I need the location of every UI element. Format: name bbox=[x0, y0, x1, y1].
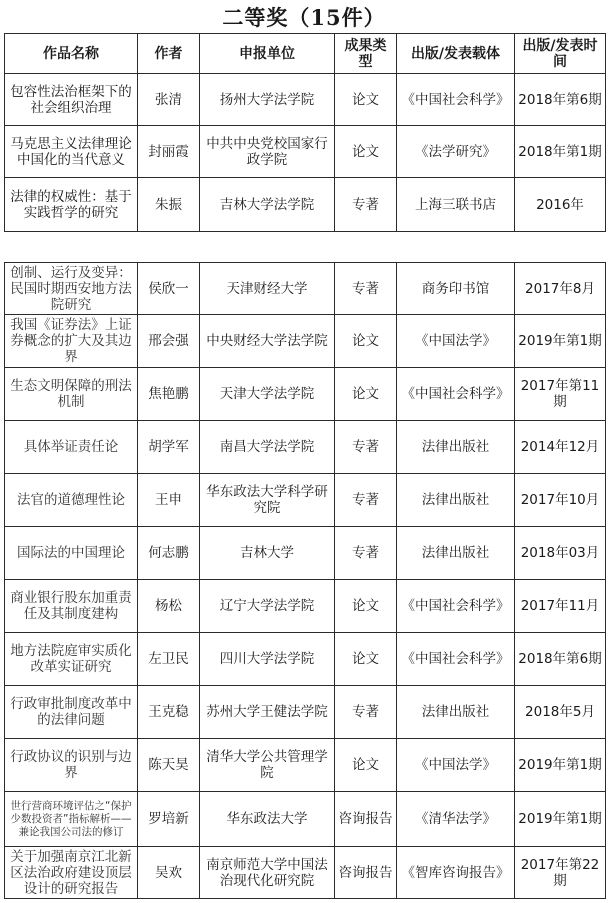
time-cell: 2016年 bbox=[515, 178, 606, 232]
work-title-cell: 世行营商环境评估之“保护少数投资者”指标解析——兼论我国公司法的修订 bbox=[5, 792, 138, 847]
type-cell: 专著 bbox=[335, 527, 397, 580]
table-row bbox=[5, 792, 606, 847]
time-cell: 2018年03月 bbox=[515, 527, 606, 580]
venue-cell: 《中国社会科学》 bbox=[397, 368, 515, 421]
author-cell: 侯欣一 bbox=[138, 263, 200, 315]
awards-table-top bbox=[4, 33, 606, 232]
type-cell: 论文 bbox=[335, 74, 397, 126]
table-row bbox=[5, 739, 606, 792]
table-row bbox=[5, 474, 606, 527]
time-cell: 2017年第11期 bbox=[515, 368, 606, 421]
unit-cell: 吉林大学 bbox=[200, 527, 335, 580]
time-cell: 2018年第6期 bbox=[515, 633, 606, 686]
author-cell: 罗培新 bbox=[138, 792, 200, 847]
col-header-name: 作品名称 bbox=[5, 34, 138, 74]
page-title: 二等奖（15件） bbox=[222, 5, 386, 30]
unit-cell: 清华大学公共管理学院 bbox=[200, 739, 335, 792]
venue-cell: 商务印书馆 bbox=[397, 263, 515, 315]
unit-cell: 中央财经大学法学院 bbox=[200, 315, 335, 368]
time-cell: 2017年11月 bbox=[515, 580, 606, 633]
work-title-cell: 法律的权威性：基于实践哲学的研究 bbox=[5, 178, 138, 232]
time-cell: 2019年第1期 bbox=[515, 792, 606, 847]
author-cell: 张清 bbox=[138, 74, 200, 126]
unit-cell: 扬州大学法学院 bbox=[200, 74, 335, 126]
type-cell: 论文 bbox=[335, 126, 397, 178]
venue-cell: 《智库咨询报告》 bbox=[397, 847, 515, 899]
work-title-cell: 马克思主义法律理论中国化的当代意义 bbox=[5, 126, 138, 178]
work-title-cell: 地方法院庭审实质化改革实证研究 bbox=[5, 633, 138, 686]
author-cell: 何志鹏 bbox=[138, 527, 200, 580]
type-cell: 专著 bbox=[335, 474, 397, 527]
author-cell: 陈天昊 bbox=[138, 739, 200, 792]
type-cell: 论文 bbox=[335, 580, 397, 633]
work-title-cell: 商业银行股东加重责任及其制度建构 bbox=[5, 580, 138, 633]
unit-cell: 天津大学法学院 bbox=[200, 368, 335, 421]
author-cell: 封丽霞 bbox=[138, 126, 200, 178]
unit-cell: 四川大学法学院 bbox=[200, 633, 335, 686]
venue-cell: 法律出版社 bbox=[397, 474, 515, 527]
venue-cell: 上海三联书店 bbox=[397, 178, 515, 232]
col-header-time: 出版/发表时间 bbox=[515, 34, 606, 74]
type-cell: 专著 bbox=[335, 421, 397, 474]
col-header-unit: 申报单位 bbox=[200, 34, 335, 74]
author-cell: 吴欢 bbox=[138, 847, 200, 899]
work-title-cell: 行政协议的识别与边界 bbox=[5, 739, 138, 792]
col-header-venue: 出版/发表载体 bbox=[397, 34, 515, 74]
time-cell: 2017年8月 bbox=[515, 263, 606, 315]
work-title-cell: 关于加强南京江北新区法治政府建设顶层设计的研究报告 bbox=[5, 847, 138, 899]
type-cell: 咨询报告 bbox=[335, 847, 397, 899]
type-cell: 论文 bbox=[335, 739, 397, 792]
venue-cell: 《清华法学》 bbox=[397, 792, 515, 847]
venue-cell: 法律出版社 bbox=[397, 421, 515, 474]
author-cell: 胡学军 bbox=[138, 421, 200, 474]
author-cell: 朱振 bbox=[138, 178, 200, 232]
type-cell: 专著 bbox=[335, 686, 397, 739]
unit-cell: 辽宁大学法学院 bbox=[200, 580, 335, 633]
time-cell: 2019年第1期 bbox=[515, 315, 606, 368]
work-title-cell: 创制、运行及变异：民国时期西安地方法院研究 bbox=[5, 263, 138, 315]
type-cell: 咨询报告 bbox=[335, 792, 397, 847]
type-cell: 论文 bbox=[335, 368, 397, 421]
venue-cell: 法律出版社 bbox=[397, 527, 515, 580]
type-cell: 论文 bbox=[335, 633, 397, 686]
table-row bbox=[5, 368, 606, 421]
author-cell: 焦艳鹏 bbox=[138, 368, 200, 421]
table-row bbox=[5, 74, 606, 126]
table-row bbox=[5, 527, 606, 580]
work-title-cell: 国际法的中国理论 bbox=[5, 527, 138, 580]
unit-cell: 苏州大学王健法学院 bbox=[200, 686, 335, 739]
time-cell: 2018年第6期 bbox=[515, 74, 606, 126]
type-cell: 论文 bbox=[335, 315, 397, 368]
table-row bbox=[5, 126, 606, 178]
table-row bbox=[5, 847, 606, 899]
table-row bbox=[5, 263, 606, 315]
unit-cell: 华东政法大学科学研究院 bbox=[200, 474, 335, 527]
venue-cell: 《中国社会科学》 bbox=[397, 633, 515, 686]
author-cell: 左卫民 bbox=[138, 633, 200, 686]
time-cell: 2017年10月 bbox=[515, 474, 606, 527]
author-cell: 邢会强 bbox=[138, 315, 200, 368]
table-row bbox=[5, 686, 606, 739]
unit-cell: 南昌大学法学院 bbox=[200, 421, 335, 474]
table-row bbox=[5, 178, 606, 232]
venue-cell: 法律出版社 bbox=[397, 686, 515, 739]
time-cell: 2014年12月 bbox=[515, 421, 606, 474]
work-title-cell: 具体举证责任论 bbox=[5, 421, 138, 474]
venue-cell: 《中国法学》 bbox=[397, 315, 515, 368]
work-title-cell: 我国《证券法》上证券概念的扩大及其边界 bbox=[5, 315, 138, 368]
col-header-author: 作者 bbox=[138, 34, 200, 74]
table-row bbox=[5, 633, 606, 686]
time-cell: 2018年第1期 bbox=[515, 126, 606, 178]
work-title-cell: 行政审批制度改革中的法律问题 bbox=[5, 686, 138, 739]
awards-table-bottom bbox=[4, 262, 606, 899]
unit-cell: 天津财经大学 bbox=[200, 263, 335, 315]
work-title-cell: 生态文明保障的刑法机制 bbox=[5, 368, 138, 421]
author-cell: 王申 bbox=[138, 474, 200, 527]
time-cell: 2019年第1期 bbox=[515, 739, 606, 792]
time-cell: 2017年第22期 bbox=[515, 847, 606, 899]
venue-cell: 《中国社会科学》 bbox=[397, 580, 515, 633]
table-row bbox=[5, 580, 606, 633]
table-row bbox=[5, 421, 606, 474]
table-row bbox=[5, 315, 606, 368]
type-cell: 专著 bbox=[335, 178, 397, 232]
time-cell: 2018年5月 bbox=[515, 686, 606, 739]
type-cell: 专著 bbox=[335, 263, 397, 315]
venue-cell: 《中国社会科学》 bbox=[397, 74, 515, 126]
work-title-cell: 包容性法治框架下的社会组织治理 bbox=[5, 74, 138, 126]
author-cell: 杨松 bbox=[138, 580, 200, 633]
header-row bbox=[5, 34, 606, 74]
unit-cell: 中共中央党校国家行政学院 bbox=[200, 126, 335, 178]
author-cell: 王克稳 bbox=[138, 686, 200, 739]
unit-cell: 南京师范大学中国法治现代化研究院 bbox=[200, 847, 335, 899]
col-header-type: 成果类型 bbox=[335, 34, 397, 74]
venue-cell: 《法学研究》 bbox=[397, 126, 515, 178]
venue-cell: 《中国法学》 bbox=[397, 739, 515, 792]
unit-cell: 吉林大学法学院 bbox=[200, 178, 335, 232]
unit-cell: 华东政法大学 bbox=[200, 792, 335, 847]
work-title-cell: 法官的道德理性论 bbox=[5, 474, 138, 527]
